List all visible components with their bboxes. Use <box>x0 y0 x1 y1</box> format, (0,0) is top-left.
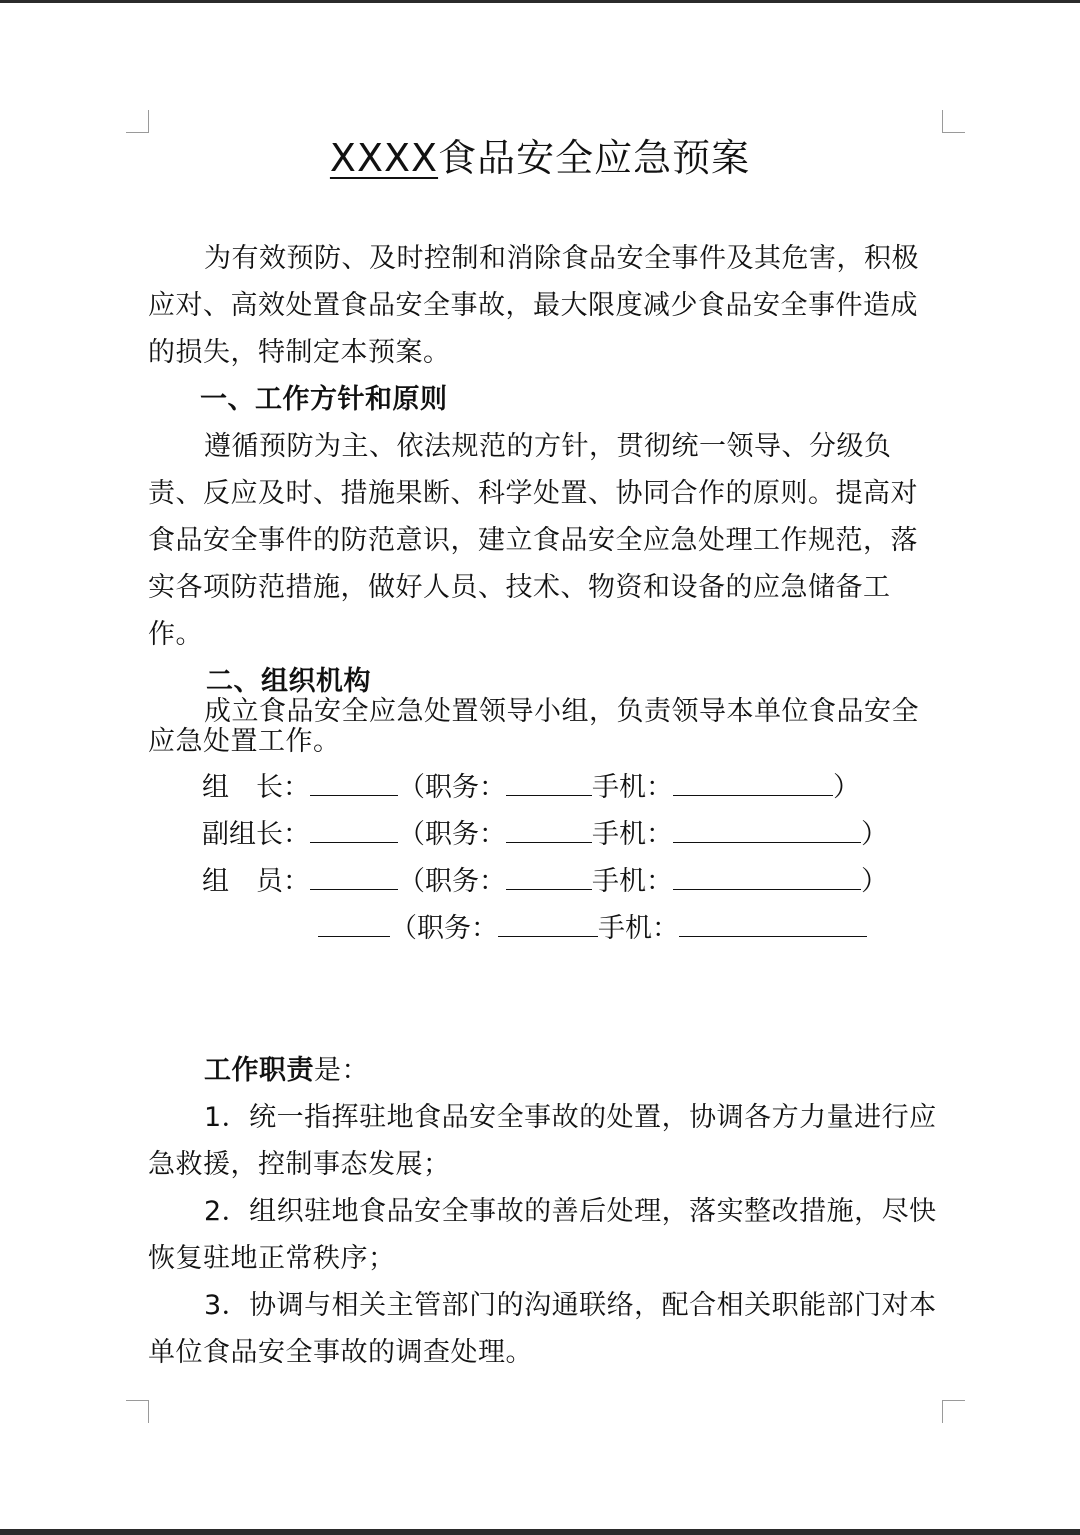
duties-heading-rest: 是： <box>314 1055 369 1086</box>
leader-label: 组 长： <box>202 772 310 803</box>
phone-label: 手机： <box>592 772 673 803</box>
top-border <box>0 0 1080 3</box>
close-paren: ） <box>861 819 888 850</box>
deputy-phone-blank[interactable] <box>673 820 861 843</box>
deputy-position-blank[interactable] <box>506 820 592 843</box>
position-label: （职务： <box>390 913 498 944</box>
section1-block <box>148 376 943 658</box>
deputy-label: 副组长： <box>202 819 310 850</box>
section2-heading: 二、组织机构 <box>206 666 371 697</box>
duty-item-2: 2．组织驻地食品安全事故的善后处理，落实整改措施，尽快恢复驻地正常秩序； <box>148 1196 937 1274</box>
section1-paragraph: 遵循预防为主、依法规范的方针，贯彻统一领导、分级负责、反应及时、措施果断、科学处置、协同合作的原则。提高对食品安全事件的防范意识，建立食品安全应急处理工作规范，落实各项防范措施，做好人员、技术、物资和设备的应急储备工作。 <box>148 431 918 650</box>
leader-phone-blank[interactable] <box>673 773 833 796</box>
page-corner-mark-bottom-right <box>942 1400 965 1423</box>
member-row <box>202 858 888 905</box>
member-name-blank[interactable] <box>310 867 398 890</box>
title-underlined-part: XXXX <box>329 136 439 180</box>
duties-heading <box>148 1047 943 1094</box>
intro-paragraph: 为有效预防、及时控制和消除食品安全事件及其危害，积极应对、高效处置食品安全事故，最大限度减少食品安全事件造成的损失，特制定本预案。 <box>148 243 919 368</box>
member2-phone-blank[interactable] <box>679 914 867 937</box>
member2-position-blank[interactable] <box>498 914 598 937</box>
position-label: （职务： <box>398 772 506 803</box>
title-main-part: 食品安全应急预案 <box>438 136 751 180</box>
page-corner-mark-top-right <box>942 110 965 133</box>
phone-label: 手机： <box>592 866 673 897</box>
duty-item-3: 3．协调与相关主管部门的沟通联络，配合相关职能部门对本单位食品安全事故的调查处理。 <box>148 1290 937 1368</box>
close-paren: ） <box>833 772 860 803</box>
deputy-name-blank[interactable] <box>310 820 398 843</box>
member-phone-blank[interactable] <box>673 867 861 890</box>
close-paren: ） <box>861 866 888 897</box>
phone-label: 手机： <box>592 819 673 850</box>
intro-paragraph-block <box>148 235 943 376</box>
member-position-blank[interactable] <box>506 867 592 890</box>
deputy-row <box>202 811 888 858</box>
member2-name-blank[interactable] <box>318 914 390 937</box>
phone-label: 手机： <box>598 913 679 944</box>
member-label: 组 员： <box>202 866 310 897</box>
document-title <box>0 132 1080 184</box>
bottom-border <box>0 1529 1080 1535</box>
position-label: （职务： <box>398 866 506 897</box>
section2-paragraph: 成立食品安全应急处置领导小组，负责领导本单位食品安全应急处置工作。 <box>148 696 919 757</box>
page-corner-mark-top-left <box>126 110 149 133</box>
duties-heading-bold: 工作职责 <box>204 1055 314 1086</box>
section1-heading: 一、工作方针和原则 <box>200 384 448 415</box>
duties-block <box>148 1047 943 1376</box>
position-label: （职务： <box>398 819 506 850</box>
page-corner-mark-bottom-left <box>126 1400 149 1423</box>
leader-row <box>202 764 860 811</box>
section2-block <box>148 667 943 757</box>
leader-name-blank[interactable] <box>310 773 398 796</box>
duty-item-1: 1．统一指挥驻地食品安全事故的处置，协调各方力量进行应急救援，控制事态发展； <box>148 1102 937 1180</box>
leader-position-blank[interactable] <box>506 773 592 796</box>
member-row-2 <box>318 905 867 952</box>
